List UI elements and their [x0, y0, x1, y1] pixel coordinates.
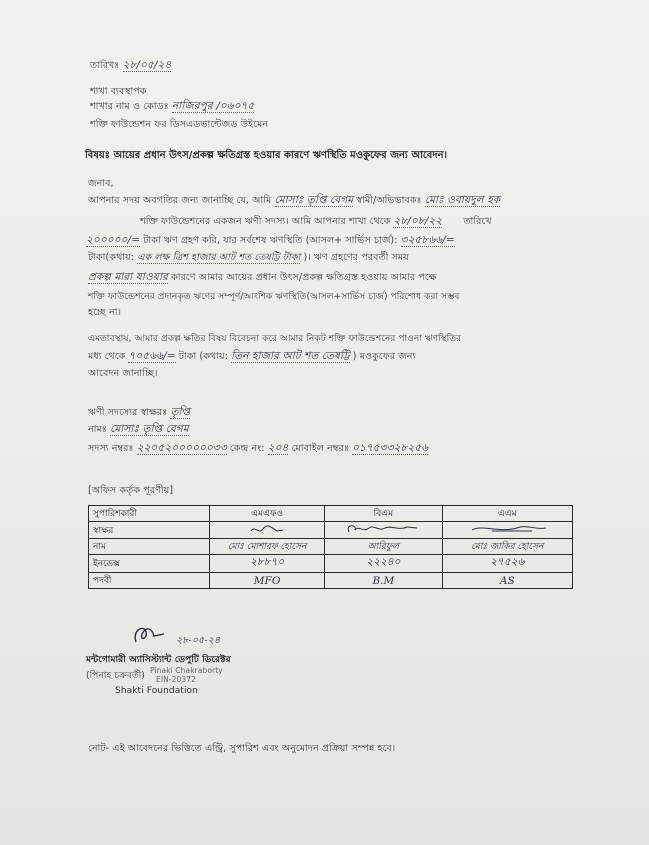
center-label: কেন্দ্র নং: — [229, 443, 265, 454]
table-cell: আরিফুল — [325, 539, 442, 555]
recommendation-table — [88, 505, 573, 589]
branch-manager-line: শাখা ব্যবস্থাপক — [90, 86, 147, 97]
row-label: স্বাক্ষর — [89, 522, 210, 539]
table-row — [89, 522, 573, 539]
date-row — [90, 58, 171, 75]
body-line-1 — [88, 193, 500, 210]
table-cell: AS — [442, 573, 573, 589]
table-header-row — [89, 506, 573, 522]
table-cell: MFO — [210, 573, 325, 589]
reason-handwritten: প্রকল্প মারা যাওয়ার — [88, 271, 168, 283]
body-line-5 — [88, 270, 437, 287]
salutation: জনাব, — [88, 178, 114, 189]
table-cell: ২৮৮৭০ — [210, 555, 325, 573]
member-number-label: সদস্য নম্বরঃ — [88, 443, 134, 454]
stamp-ein: EIN-20372 — [156, 675, 197, 684]
table-cell: মোঃ জাকির হোসেন — [442, 539, 573, 555]
loan-date-handwritten: ২৮/০৮/২২ — [393, 215, 443, 227]
member-name-label: নামঃ — [88, 424, 107, 435]
body-line-9 — [88, 349, 415, 366]
approver-date-handwritten: ২৮-০৫-২৪ — [176, 635, 221, 646]
body-text: মধ্য থেকে — [88, 351, 126, 362]
table-header-cell: এমএফও — [210, 506, 325, 522]
body-line-8: এমতাবস্থায়, আমার প্রকল্প ক্ষতির বিষয় বিবেচনা করে আমার নিকট শক্তি ফাউন্ডেশনের পাওনা ঋণস্থিতির — [88, 334, 462, 344]
table-cell: ২৭৫২৬ — [442, 555, 573, 573]
waive-words-handwritten: তিন হাজার আট শত তেষট্টি — [231, 350, 350, 362]
balance-words-handwritten: এক লক্ষ ত্রিশ হাজার আট শত তেষট্টি টাকা — [137, 252, 301, 263]
stamp-name: Pinaki Chakraborty — [150, 666, 223, 675]
table-row — [89, 573, 573, 589]
body-line-2 — [140, 214, 492, 231]
signature-cell — [210, 522, 325, 539]
organization-line: শক্তি ফাউন্ডেশন ফর ডিসএডভান্টেজড উইমেন — [90, 119, 269, 130]
signature-cell — [442, 522, 573, 539]
center-number-handwritten: ২০৪ — [267, 442, 289, 454]
branch-value: নাজিরপুর /০৬০৭৫ — [171, 100, 255, 112]
body-line-3 — [86, 233, 455, 250]
signature-cell — [325, 522, 442, 539]
subject-line — [85, 148, 447, 165]
body-line-4 — [88, 251, 409, 266]
office-use-label: [অফিস কর্তৃক পূরণীয়] — [88, 485, 174, 496]
member-name-handwritten: মোসাঃ তৃপ্তি বেগম — [274, 194, 354, 206]
body-text: টাকা ঋণ গ্রহণ করি, যার সর্বশেষ ঋণস্থিতি (আসল+ সার্ভিস চার্জ): — [143, 235, 398, 246]
guardian-name-handwritten: মোঃ ওবায়দুল হক — [424, 194, 501, 206]
mobile-number-handwritten: ০১৭৫৩৩২৮২৫৬ — [352, 442, 429, 454]
branch-label: শাখার নাম ও কোডঃ — [90, 101, 169, 112]
member-number-row — [88, 441, 428, 458]
table-cell: B.M — [325, 573, 442, 589]
member-name-row — [88, 422, 189, 439]
body-text: টাকা (কথায়: — [178, 351, 228, 362]
footer-note: নোট- এই আবেদনের ভিত্তিতে এন্ট্রি, সুপারিশ এবং অনুমোদন প্রক্রিয়া সম্পন্ন হবে। — [88, 743, 396, 754]
table-cell: ২২২৪০ — [325, 555, 442, 573]
table-row — [89, 539, 573, 555]
body-text: টাকা(কথায়: — [88, 252, 135, 263]
body-text: আপনার সদয় অবগতির জন্য জানাচ্ছি যে, আমি — [88, 195, 272, 206]
table-header-cell: সুপারিশকারী — [89, 506, 210, 522]
date-label: তারিখঃ — [90, 60, 120, 71]
body-line-7: হচ্ছে না। — [88, 307, 122, 318]
body-text: কারণে আমার আয়ের প্রধান উৎস/প্রকল্প ক্ষতিগ্রস্ত হওয়ায় আমার পক্ষে — [171, 272, 437, 283]
loan-amount-handwritten: ২০০০০০/= — [86, 234, 141, 246]
signature-am — [462, 522, 552, 535]
body-text: শক্তি ফাউন্ডেশনের একজন ঋণী সদস্য। আমি আপনার শাখা থেকে — [140, 216, 391, 227]
branch-row — [90, 99, 254, 116]
balance-handwritten: ৩২৫৮৬৬/= — [400, 234, 455, 246]
body-text: )। ঋণ গ্রহণের পরবর্তী সময় — [303, 252, 409, 263]
subject-text: আয়ের প্রধান উৎস/প্রকল্প ক্ষতিগ্রস্ত হওয়ার কারণে ঋণস্থিতি মওকুফের জন্য আবেদন। — [113, 150, 448, 161]
member-sign-row — [88, 405, 190, 422]
date-value: ২৮/০৫/২৪ — [122, 59, 172, 71]
table-header-cell: এএম — [442, 506, 573, 522]
approver-name-bn: (পিনাহ চক্রবর্তী) — [86, 671, 145, 681]
body-line-6: শক্তি ফাউন্ডেশনের প্রদানকৃত ঋণের সম্পূর্ণ/আংশিক ঋণস্থিতি(আসল+সার্ভিস চার্জ) পরিশোধ করা সম্ভব — [88, 292, 460, 302]
table-header-cell: বিএম — [325, 506, 442, 522]
signature-mfo — [247, 523, 287, 535]
member-sign-label: ঋণী সদস্যের স্বাক্ষরঃ — [88, 407, 168, 418]
table-row — [89, 555, 573, 573]
member-name-handwritten: মোসাঃ তৃপ্তি বেগম — [110, 423, 189, 435]
row-label: পদবী — [89, 573, 210, 589]
member-signature: তৃপ্তি — [170, 406, 191, 418]
row-label: ইনডেক্স — [89, 555, 210, 573]
waive-amount-handwritten: ৭০৫৬৬/= — [128, 350, 176, 362]
body-text: ) মওকুফের জন্য — [352, 351, 416, 362]
approver-title: মন্টগোমারী অ্যাসিস্ট্যান্ট ডেপুটি ডিরেক্টর — [86, 655, 231, 665]
body-text: স্বামী/অভিভাবকঃ — [356, 195, 422, 206]
mobile-label: মোবাইল নম্বরঃ — [291, 443, 349, 454]
signature-bm — [343, 522, 423, 535]
body-text: তারিখে — [463, 216, 492, 227]
row-label: নাম — [89, 539, 210, 555]
table-cell: মোঃ মোশারফ হোসেন — [210, 539, 325, 555]
body-line-10: আবেদন জানাচ্ছি। — [88, 368, 158, 379]
member-number-handwritten: ২২০৫২০০০০০০৩৩ — [136, 442, 227, 454]
organization-name: Shakti Foundation — [115, 686, 198, 696]
subject-label: বিষয়ঃ — [85, 150, 110, 161]
